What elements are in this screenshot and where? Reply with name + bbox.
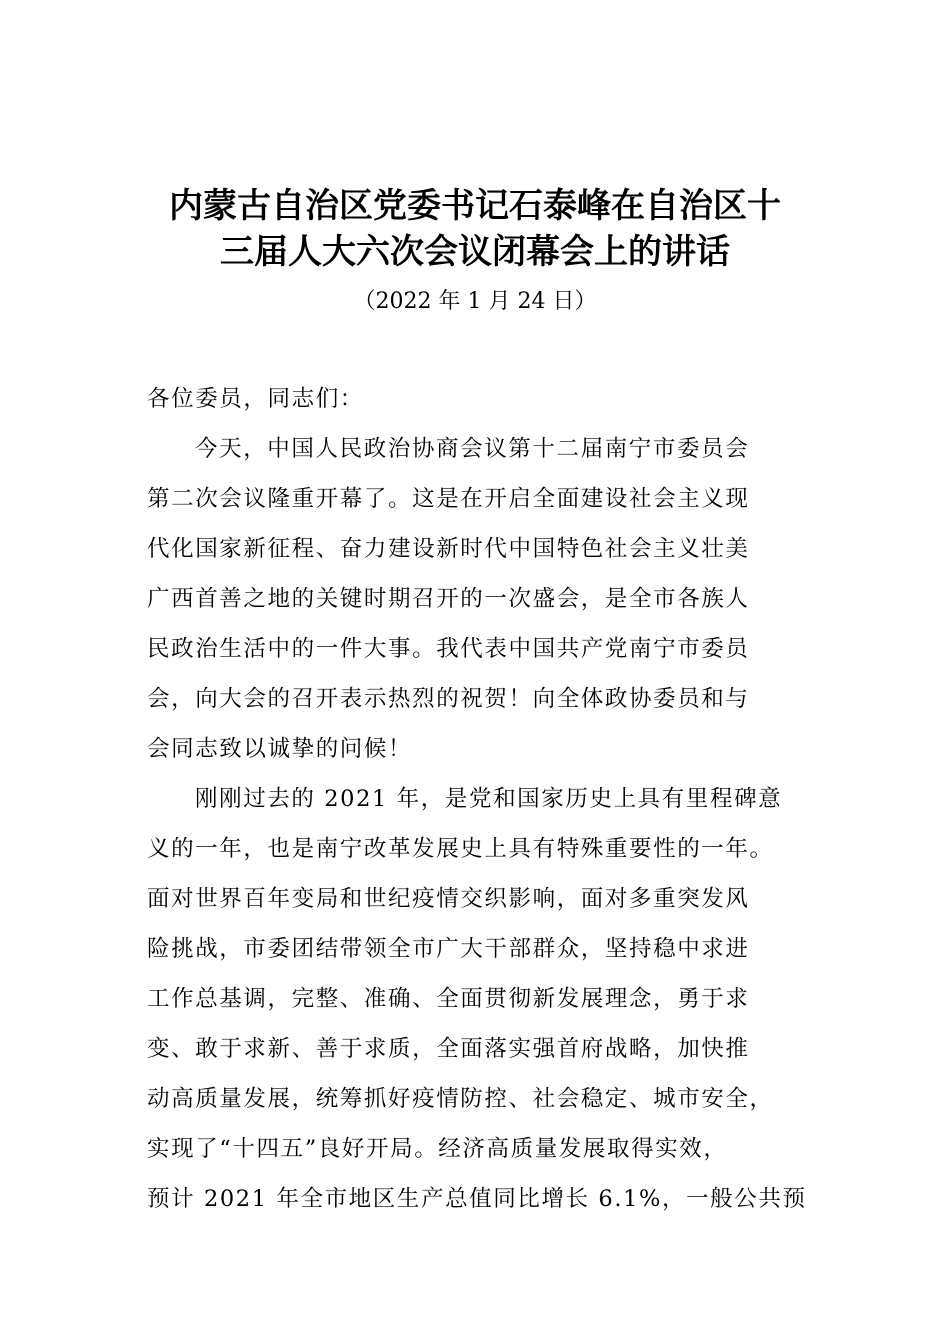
body-line: 动高质量发展，统筹抓好疫情防控、社会稳定、城市安全， xyxy=(147,1086,774,1112)
body-line: 代化国家新征程、奋力建设新时代中国特色社会主义壮美 xyxy=(147,536,750,562)
greeting: 各位委员，同志们： xyxy=(147,386,364,412)
body-line: 会同志致以诚挚的问候！ xyxy=(147,736,413,762)
body-line: 义的一年，也是南宁改革发展史上具有特殊重要性的一年。 xyxy=(147,836,774,862)
body-line: 变、敢于求新、善于求质，全面落实强首府战略，加快推 xyxy=(147,1036,750,1062)
document-title-line-2: 三届人大六次会议闭幕会上的讲话 xyxy=(220,232,730,272)
body-line: 险挑战，市委团结带领全市广大干部群众，坚持稳中求进 xyxy=(147,936,750,962)
body-line: 刚刚过去的 2021 年，是党和国家历史上具有里程碑意 xyxy=(195,786,783,812)
body-line: 会，向大会的召开表示热烈的祝贺！向全体政协委员和与 xyxy=(147,686,750,712)
body-line: 工作总基调，完整、准确、全面贯彻新发展理念，勇于求 xyxy=(147,986,750,1012)
document-title-line-1: 内蒙古自治区党委书记石泰峰在自治区十 xyxy=(169,186,781,226)
body-line: 广西首善之地的关键时期召开的一次盛会，是全市各族人 xyxy=(147,586,750,612)
body-line: 民政治生活中的一件大事。我代表中国共产党南宁市委员 xyxy=(147,636,750,662)
body-line: 第二次会议隆重开幕了。这是在开启全面建设社会主义现 xyxy=(147,486,750,512)
document-date: （2022 年 1 月 24 日） xyxy=(353,289,597,314)
body-line: 预计 2021 年全市地区生产总值同比增长 6.1%，一般公共预 xyxy=(147,1186,807,1212)
body-line: 今天，中国人民政治协商会议第十二届南宁市委员会 xyxy=(195,436,750,462)
body-line: 实现了“十四五”良好开局。经济高质量发展取得实效， xyxy=(147,1136,728,1162)
body-line: 面对世界百年变局和世纪疫情交织影响，面对多重突发风 xyxy=(147,886,750,912)
